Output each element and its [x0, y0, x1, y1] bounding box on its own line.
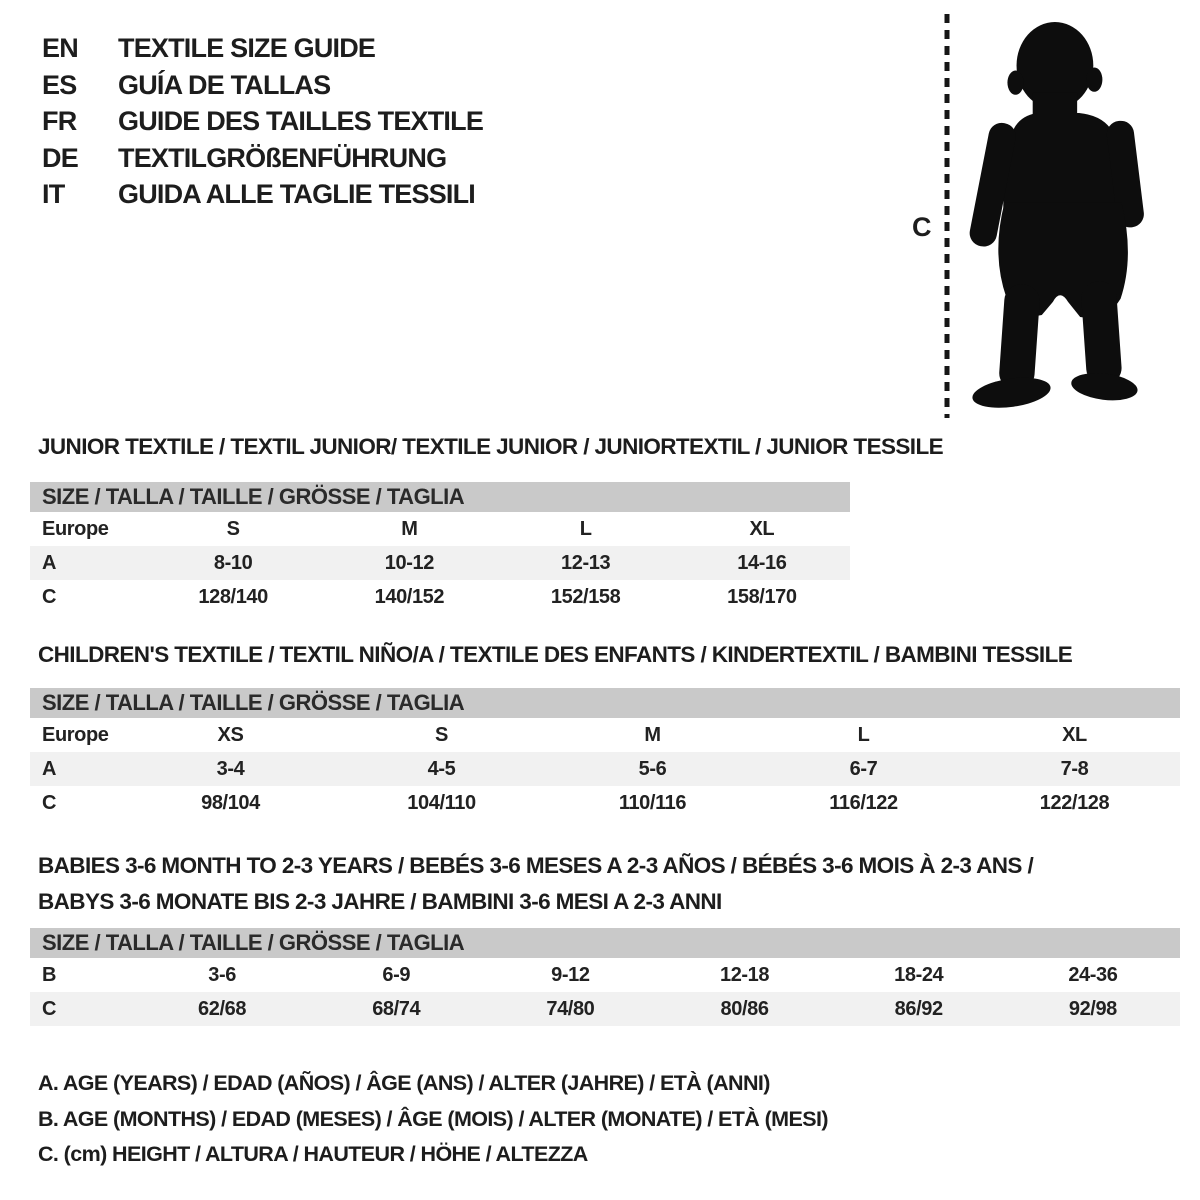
value-cell: 5-6: [638, 757, 667, 780]
value-cell: 24-36: [1068, 963, 1118, 986]
value-cell: 9-12: [551, 963, 590, 986]
value-cell: 74/80: [546, 997, 595, 1020]
value-cell: 92/98: [1068, 997, 1117, 1020]
height-dashed-line: [944, 14, 950, 418]
size-cell: S: [435, 723, 448, 746]
row-label-cell: Europe: [42, 723, 109, 746]
size-cell: L: [579, 517, 592, 540]
row-label-cell: C: [42, 997, 57, 1020]
row-label-cell: C: [42, 791, 57, 814]
junior-textile-section: [30, 434, 943, 614]
language-row-it: [42, 176, 483, 213]
value-cell: 98/104: [201, 791, 260, 814]
baby-silhouette-icon: [960, 16, 1166, 420]
value-cell: 18-24: [894, 963, 944, 986]
value-cell: 158/170: [727, 585, 797, 608]
value-cell: 3-4: [216, 757, 245, 780]
table-row-height: [30, 992, 1180, 1026]
value-cell: 8-10: [213, 551, 253, 574]
value-cell: 12-18: [719, 963, 770, 986]
babies-size-table: [30, 958, 1180, 1026]
guide-title: TEXTILGRÖßENFÜHRUNG: [118, 142, 447, 173]
section-title-babies-line1: BABIES 3-6 MONTH TO 2-3 YEARS / BEBÉS 3-6 MESES A 2-3 AÑOS / BÉBÉS 3-6 MOIS À 2-3 ANS /: [38, 853, 1034, 878]
junior-size-table: [30, 512, 850, 614]
value-cell: 68/74: [372, 997, 421, 1020]
language-row-de: [42, 140, 483, 177]
value-cell: 104/110: [407, 791, 476, 814]
section-title-babies-line2: BABYS 3-6 MONATE BIS 2-3 JAHRE / BAMBINI 3-6 MESI A 2-3 ANNI: [38, 889, 722, 914]
value-cell: 116/122: [829, 791, 898, 814]
language-code: FR: [42, 106, 77, 136]
size-cell: XL: [1062, 723, 1087, 746]
guide-title: GUIDA ALLE TAGLIE TESSILI: [118, 179, 475, 209]
table-row-height: [30, 786, 1180, 820]
size-cell: M: [401, 517, 418, 540]
size-cell: XL: [749, 517, 775, 540]
size-header-bar: SIZE / TALLA / TAILLE / GRÖSSE / TAGLIA: [30, 928, 1180, 958]
row-label-cell: B: [42, 963, 57, 986]
table-row-months: [30, 958, 1180, 992]
language-code: DE: [42, 142, 78, 173]
value-cell: 86/92: [894, 997, 943, 1020]
guide-title: GUÍA DE TALLAS: [118, 69, 331, 100]
guide-title: TEXTILE SIZE GUIDE: [118, 33, 376, 63]
value-cell: 6-9: [382, 963, 411, 986]
value-cell: 6-7: [849, 757, 878, 780]
guide-title: GUIDE DES TAILLES TEXTILE: [118, 106, 484, 136]
row-label-cell: Europe: [42, 517, 109, 540]
value-cell: 140/152: [374, 585, 445, 608]
table-row-europe: [30, 512, 850, 546]
value-cell: 7-8: [1060, 757, 1089, 780]
row-label-cell: C: [42, 585, 57, 608]
row-label-cell: A: [42, 551, 57, 574]
value-cell: 80/86: [720, 997, 769, 1020]
size-cell: XS: [217, 723, 244, 746]
legend-line-c: C. (cm) HEIGHT / ALTURA / HAUTEUR / HÖHE / ALTEZZA: [38, 1142, 588, 1166]
language-row-en: [42, 30, 483, 67]
table-row-europe: [30, 718, 1180, 752]
babies-textile-section: [30, 848, 1180, 1026]
size-cell: L: [857, 723, 870, 746]
table-row-height: [30, 580, 850, 614]
height-c-label: C: [912, 212, 932, 242]
value-cell: 152/158: [550, 585, 621, 608]
value-cell: 3-6: [208, 963, 236, 986]
value-cell: 122/128: [1039, 791, 1110, 814]
size-cell: S: [226, 517, 240, 540]
children-size-table: [30, 718, 1180, 820]
value-cell: 62/68: [198, 997, 247, 1020]
value-cell: 12-13: [561, 551, 611, 574]
table-row-age: [30, 546, 850, 580]
value-cell: 128/140: [198, 585, 268, 608]
legend-line-b: B. AGE (MONTHS) / EDAD (MESES) / ÂGE (MOIS) / ALTER (MONATE) / ETÀ (MESI): [38, 1106, 828, 1131]
value-cell: 110/116: [618, 791, 687, 814]
language-row-fr: [42, 103, 483, 140]
section-title-junior: JUNIOR TEXTILE / TEXTIL JUNIOR/ TEXTILE JUNIOR / JUNIORTEXTIL / JUNIOR TESSILE: [38, 434, 943, 459]
size-header-bar: SIZE / TALLA / TAILLE / GRÖSSE / TAGLIA: [30, 688, 1180, 718]
section-title-children: CHILDREN'S TEXTILE / TEXTIL NIÑO/A / TEXTILE DES ENFANTS / KINDERTEXTIL / BAMBINI TESSILE: [38, 642, 1073, 667]
value-cell: 4-5: [427, 757, 456, 780]
row-label-cell: A: [42, 757, 57, 780]
language-code: ES: [42, 69, 77, 100]
table-row-age: [30, 752, 1180, 786]
language-guide-header: [42, 30, 483, 213]
value-cell: 10-12: [384, 551, 434, 574]
legend-line-a: A. AGE (YEARS) / EDAD (AÑOS) / ÂGE (ANS) / ALTER (JAHRE) / ETÀ (ANNI): [38, 1071, 770, 1095]
value-cell: 14-16: [737, 551, 787, 574]
language-code: IT: [42, 179, 65, 209]
children-textile-section: [30, 642, 1180, 820]
legend-block: [30, 1066, 828, 1173]
size-header-bar: SIZE / TALLA / TAILLE / GRÖSSE / TAGLIA: [30, 482, 850, 512]
language-code: EN: [42, 33, 78, 63]
language-row-es: [42, 67, 483, 104]
size-cell: M: [644, 723, 661, 746]
